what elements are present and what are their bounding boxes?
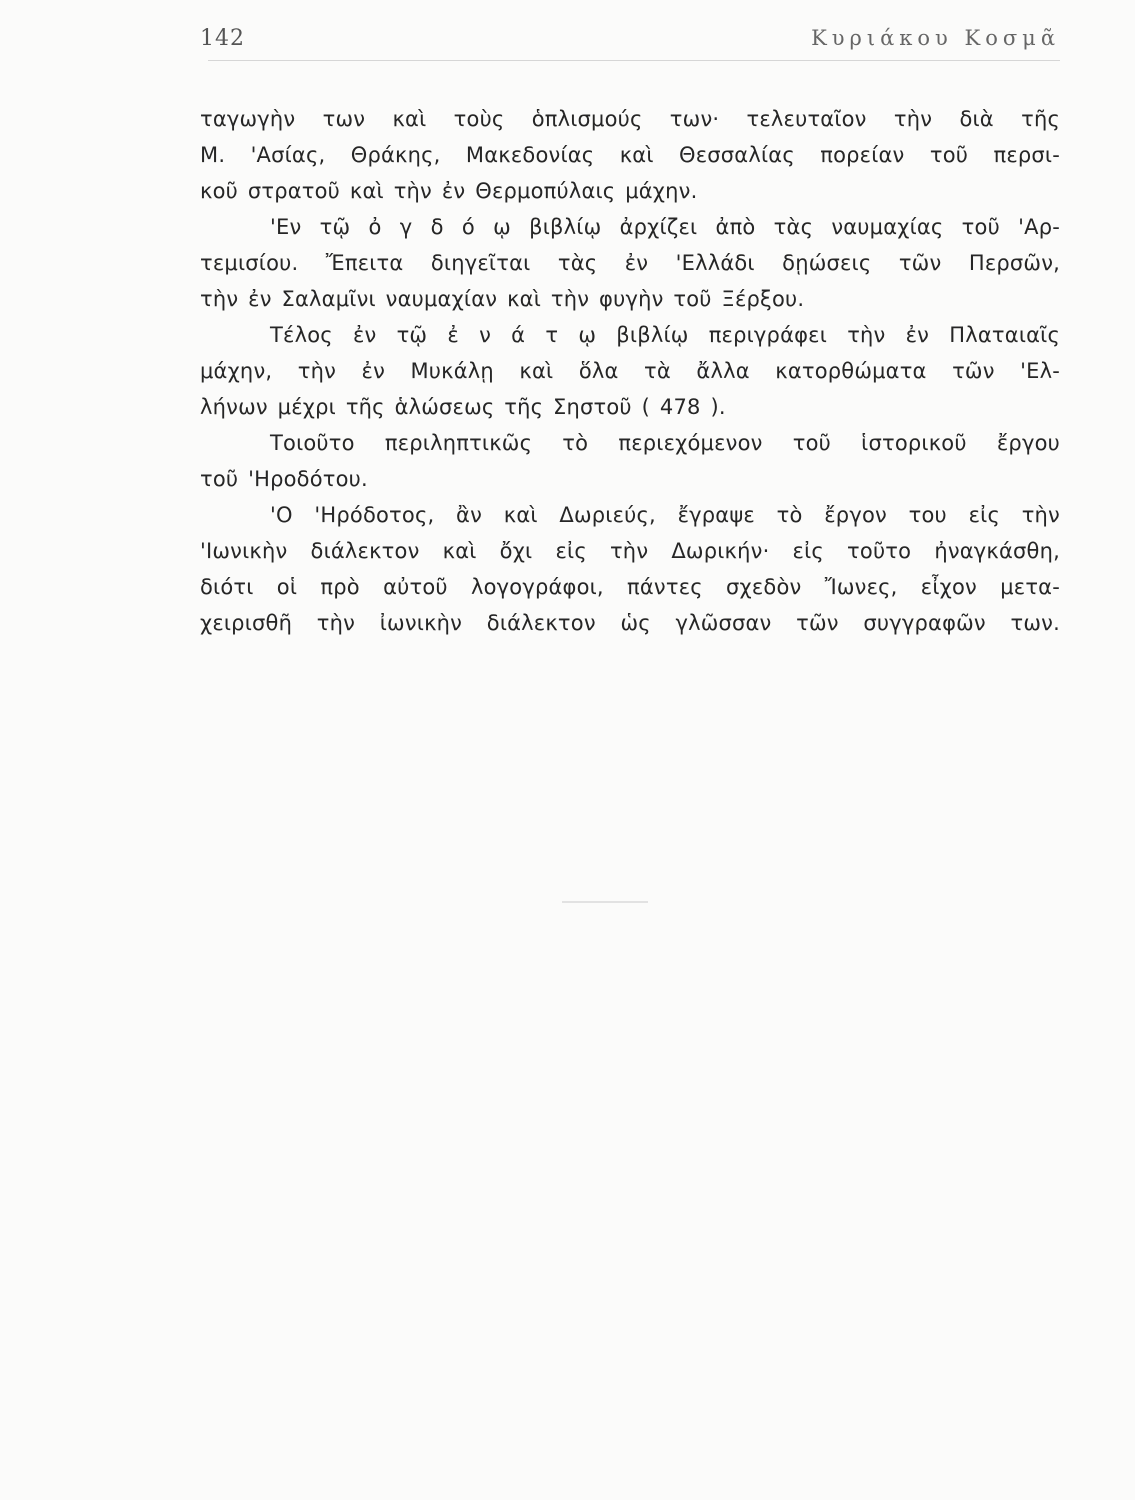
text-line: 'Εν τῷ ὀ γ δ ό ῳ βιβλίῳ ἀρχίζει ἀπὸ τὰς ναυμαχίας τοῦ 'Αρ- [270,215,1060,239]
text-line: τοῦ 'Ηροδότου. [200,467,368,491]
text-line: τὴν ἐν Σαλαμῖνι ναυμαχίαν καὶ τὴν φυγὴν τοῦ Ξέρξου. [200,287,805,311]
text-line: μάχην, τὴν ἐν Μυκάλῃ καὶ ὅλα τὰ ἄλλα κατορθώματα τῶν 'Ελ- [200,359,1060,383]
text-line: τεμισίου. Ἔπειτα διηγεῖται τὰς ἐν 'Ελλάδι δῃώσεις τῶν Περσῶν, [200,251,1060,275]
text-line: Τέλος ἐν τῷ ἐ ν ά τ ῳ βιβλίῳ περιγράφει τὴν ἐν Πλαταιαῖς [270,323,1060,347]
text-line: λήνων μέχρι τῆς ἁλώσεως τῆς Σηστοῦ ( 478 ). [200,395,726,419]
text-line: 'Ιωνικὴν διάλεκτον καὶ ὄχι εἰς τὴν Δωρικήν· εἰς τοῦτο ἠναγκάσθη, [200,539,1060,563]
text-line: χειρισθῆ τὴν ἰωνικὴν διάλεκτον ὡς γλῶσσαν τῶν συγγραφῶν των. [200,611,1060,635]
text-line: διότι οἱ πρὸ αὐτοῦ λογογράφοι, πάντες σχεδὸν Ἴωνες, εἶχον μετα- [200,575,1060,599]
end-rule [562,901,648,903]
body-text [200,101,1060,641]
header-rule [208,60,1060,61]
text-line: 'Ο 'Ηρόδοτος, ἂν καὶ Δωριεύς, ἔγραψε τὸ ἔργον του εἰς τὴν [270,503,1060,527]
page-header [200,22,1060,56]
text-line: Μ. 'Ασίας, Θράκης, Μακεδονίας καὶ Θεσσαλίας πορείαν τοῦ περσι- [200,143,1060,167]
text-line: ταγωγὴν των καὶ τοὺς ὁπλισμούς των· τελευταῖον τὴν διὰ τῆς [200,107,1060,131]
text-line: κοῦ στρατοῦ καὶ τὴν ἐν Θερμοπύλαις μάχην. [200,179,698,203]
page-number: 142 [200,26,245,51]
text-line: Τοιοῦτο περιληπτικῶς τὸ περιεχόμενον τοῦ ἱστορικοῦ ἔργου [270,431,1060,455]
running-head: Κυριάκου Κοσμᾶ [811,26,1060,50]
